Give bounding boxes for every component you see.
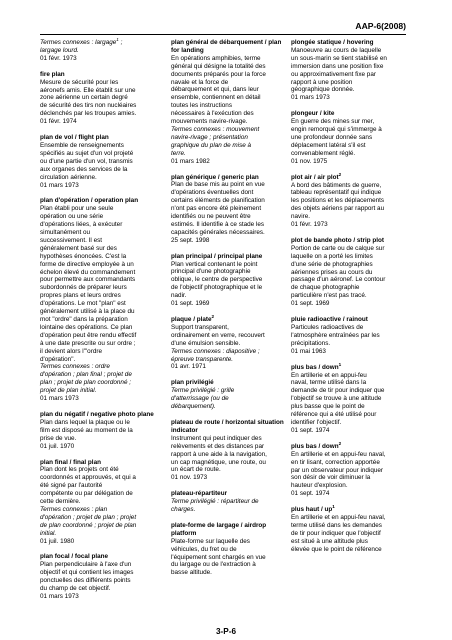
entry-line: l'objectif se trouve à une altitude xyxy=(291,395,382,403)
entry-term: plan de vol / flight plan xyxy=(40,134,109,142)
entry-term: plan du négatif / negative photo plane xyxy=(40,410,154,418)
entry-line: pour permettre aux commandants xyxy=(40,276,136,284)
entry-line: En opérations amphibies, terme xyxy=(171,54,261,62)
entry-line: capacités générales nécessaires. xyxy=(171,228,265,236)
entry-line: zone aérienne un certain degré xyxy=(40,94,128,102)
entry-term: plan générique / generic plan xyxy=(171,173,259,181)
entry-line: de l'objectif photographique et le xyxy=(171,284,263,292)
entry-line: forme de directive employée à un xyxy=(40,260,134,268)
entry-line: terre. xyxy=(171,149,186,157)
entry-line: estimés. Il identifie à ce stade les xyxy=(171,220,265,228)
entry-line: généralement utilisé à la place du xyxy=(40,308,135,316)
entry-line: 01 nov. 1973 xyxy=(171,474,208,482)
glossary-entry xyxy=(291,316,411,356)
entry-term: fire plan xyxy=(40,70,65,78)
term-superscript: 2 xyxy=(338,171,342,177)
entry-line: toutes les instructions xyxy=(171,102,232,110)
entry-line: plan ; projet de plan coordonné ; xyxy=(40,379,131,387)
entry-term: plan focal / focal plane xyxy=(40,553,109,561)
entry-line: d'atterrissage (ou de xyxy=(171,395,229,403)
entry-line: prise de vue. xyxy=(40,434,77,442)
entry-line: A bord des bâtiments de guerre, xyxy=(291,181,382,189)
entry-line: d'opérations. Le mot "plan" est xyxy=(40,300,126,308)
entry-line: laquelle on a porté les limites xyxy=(291,252,373,260)
header-rule xyxy=(40,34,406,35)
entry-line: d'opérations éventuelles dont xyxy=(171,189,254,197)
entry-line: d'une série de photographies xyxy=(291,260,373,268)
entry-line: certains éléments de planification xyxy=(171,197,265,205)
entry-line: Termes connexes : ordre xyxy=(40,363,110,371)
entry-line: par un observateur pour indiquer xyxy=(291,466,384,474)
entry-line: de sécurité des tirs non nucléaires xyxy=(40,102,137,110)
glossary-entry xyxy=(40,411,160,451)
entry-line: un sous-marin se tient stabilisé en xyxy=(291,54,387,62)
entry-line: plus basse que le point de xyxy=(291,403,365,411)
entry-line: ponctuelles des différents points xyxy=(40,577,131,585)
entry-term: plot de bande photo / strip plot xyxy=(291,236,385,244)
glossary-entry xyxy=(40,134,160,189)
entry-line: 01 sept. 1974 xyxy=(291,426,330,434)
entry-line: lointaine des opérations. Ce plan xyxy=(40,323,133,331)
entry-line: déplacement latéral s'il est xyxy=(291,141,366,149)
glossary-entry xyxy=(291,440,411,498)
entry-line: il devient alors l'"ordre xyxy=(40,347,102,355)
glossary-entry xyxy=(40,71,160,126)
entry-line: navire. xyxy=(291,213,311,221)
entry-line: 01 févr. 1973 xyxy=(40,54,77,62)
entry-line: rapport à une position xyxy=(291,78,353,86)
entry-line: nécessaires à l'exécution des xyxy=(171,110,254,118)
entry-line: du largage ou de l'extraction à xyxy=(171,561,256,569)
glossary-entry xyxy=(291,39,411,102)
entry-term: plus bas / down$^2$ xyxy=(291,440,342,450)
term-superscript: 1 xyxy=(332,504,335,510)
entry-line: Termes connexes : plan xyxy=(40,505,108,513)
entry-line: aux organes des services de la xyxy=(40,165,128,173)
entry-term: plongeur / kite xyxy=(291,110,335,118)
glossary-entry xyxy=(171,379,291,411)
entry-line: Plan vertical contenant le point xyxy=(171,260,258,268)
entry-line: 01 nov. 1975 xyxy=(291,157,328,165)
entry-line: Plan établi pour une seule xyxy=(40,205,114,213)
entry-line: simultanément ou xyxy=(40,229,91,237)
entry-line: Manoeuvre au cours de laquelle xyxy=(291,46,382,54)
entry-line: principal d'une photographie xyxy=(171,268,251,276)
entry-line: ou d'une partie d'un vol, transmis xyxy=(40,157,133,165)
glossary-entry xyxy=(291,110,411,165)
entry-line: aéronefs amis. Elle établit sur une xyxy=(40,86,136,94)
entry-line: charges. xyxy=(171,506,196,514)
entry-line: 01 mars 1982 xyxy=(171,157,210,165)
entry-line: 01 juil. 1980 xyxy=(40,537,75,545)
entry-line: 01 mars 1973 xyxy=(40,395,79,403)
entry-line: référence qui a été utilisé pour xyxy=(291,411,377,419)
entry-line: des objets aériens par rapport au xyxy=(291,205,385,213)
entry-line: échelon élevé du commandement xyxy=(40,268,136,276)
entry-line: d'opération ; plan final ; projet de xyxy=(40,371,132,379)
entry-line: Terme privilégié : répartiteur de xyxy=(171,498,259,506)
entry-line: géographique donnée. xyxy=(291,86,355,94)
entry-line: terme utilisé dans les demandes xyxy=(291,521,382,529)
entry-line: oblique, le centre de perspective xyxy=(171,276,263,284)
entry-line: d'opération peut être rendu effectif xyxy=(40,331,137,339)
glossary-entry xyxy=(171,522,291,577)
entry-term: plate-forme de largage / airdrop platform xyxy=(171,521,267,537)
entry-line: mot "ordre" dans la préparation xyxy=(40,316,128,323)
entry-line: à une date prescrite ou sur ordre ; xyxy=(40,339,136,347)
entry-line: son désir de voir diminuer la xyxy=(291,474,371,482)
glossary-entry xyxy=(171,253,291,308)
entry-line: nadir. xyxy=(171,292,187,300)
entry-term: pluie radioactive / rainout xyxy=(291,316,368,324)
entry-line: film est disposé au moment de la xyxy=(40,426,133,434)
entry-line: 01 mars 1973 xyxy=(40,593,79,600)
entry-line: de chaque photographie xyxy=(291,284,360,292)
entry-term: plongée statique / hovering xyxy=(291,39,374,46)
entry-line: une profondeur donnée sans xyxy=(291,133,373,141)
entry-line: 01 sept. 1969 xyxy=(291,300,330,308)
entry-line: général qui désigne la totalité des xyxy=(171,62,266,70)
entry-term: plan principal / principal plane xyxy=(171,252,263,260)
entry-line: subordonnés de préparer leurs xyxy=(40,284,127,292)
column-2 xyxy=(171,39,291,585)
glossary-entry xyxy=(40,36,160,63)
entry-line: de plan coordonné ; projet de plan xyxy=(40,521,137,529)
entry-term: plus haut / $up^1$ xyxy=(291,504,335,514)
entry-line: rapport à une aide à la navigation, xyxy=(171,450,267,458)
entry-line: aériennes prises au cours du xyxy=(291,268,373,276)
entry-line: En guerre des mines sur mer, xyxy=(291,118,375,126)
glossary-entry xyxy=(171,490,291,514)
entry-line: Plan de base mis au point en vue xyxy=(171,181,265,189)
entry-line: identifiés ou ne peuvent être xyxy=(171,213,251,221)
entry-line: déclenchés par les troupes amies. xyxy=(40,110,137,118)
entry-line: Plan dont les projets ont été xyxy=(40,466,119,474)
entry-line: graphique du plan de mise à xyxy=(171,141,252,149)
entry-line: Ensemble de renseignements xyxy=(40,141,124,149)
entry-line: véhicules, du fret ou de xyxy=(171,545,237,553)
entry-line: objectif et qui contient les images xyxy=(40,569,134,577)
entry-term: plaque / plate$^2$ xyxy=(171,313,215,323)
entry-line: basse altitude. xyxy=(171,569,212,577)
entry-line: 01 juil. 1970 xyxy=(40,442,75,450)
entry-line: opération ou une série xyxy=(40,213,104,221)
term-superscript: 2 xyxy=(338,440,342,446)
entry-line: passage d'un aéronef. Le contour xyxy=(291,276,386,284)
entry-line: largage lourd. xyxy=(40,46,79,54)
entry-line: cette dernière. xyxy=(40,498,81,506)
entry-line: de tir pour indiquer que l'objectif xyxy=(291,529,381,537)
entry-line: Particules radioactives de xyxy=(291,324,364,331)
entry-line: Portion de carte ou de calque sur xyxy=(291,244,385,252)
entry-term: plan privilégié xyxy=(171,379,214,387)
entry-line: en tir lisant, correction apportée xyxy=(291,458,380,466)
document-code: AAP-6(2008) xyxy=(355,21,406,31)
entry-line: Mesure de sécurité pour les xyxy=(40,78,119,86)
entry-term: plus bas / down$^1$ xyxy=(291,361,342,371)
column-1 xyxy=(40,36,160,609)
entry-line: 01 mars 1973 xyxy=(40,181,79,189)
term-superscript: 2 xyxy=(211,313,215,319)
entry-line: Support transparent, xyxy=(171,323,229,331)
entry-line: 01 sept. 1969 xyxy=(171,300,210,308)
glossary-entry xyxy=(291,506,411,553)
entry-line: Plate-forme sur laquelle des xyxy=(171,537,250,545)
entry-line: coordonnés et approuvés, et qui a xyxy=(40,474,136,482)
entry-line: naval, terme utilisé dans la xyxy=(291,379,367,387)
entry-line: généralement basé sur des xyxy=(40,244,117,252)
entry-line: ensemble, contiennent en détail xyxy=(171,94,261,102)
entry-line: n'ont pas encore été pleinement xyxy=(171,205,262,213)
entry-line: initial. xyxy=(40,529,57,537)
entry-line: un cap magnétique, une route, ou xyxy=(171,458,266,466)
entry-line: propres plans et leurs ordres xyxy=(40,292,121,300)
entry-line: mouvements navire-rivage. xyxy=(171,118,248,126)
entry-term: plan général de débarquement / plan for landing xyxy=(171,39,282,54)
entry-line: identifier l'objectif. xyxy=(291,418,342,426)
entry-line: En artillerie et en appui-feu naval, xyxy=(291,450,386,458)
entry-term: plan d'opération / operation plan xyxy=(40,197,139,205)
entry-line: En artillerie et en appui-feu naval, xyxy=(291,514,386,522)
entry-line: d'opérations liées, à exécuter xyxy=(40,221,123,229)
entry-line: les positions et les déplacements xyxy=(291,197,385,205)
glossary-entry xyxy=(40,197,160,403)
page-number: 3-P-6 xyxy=(215,627,237,636)
entry-line: l'atmosphère entraînées par les xyxy=(291,331,380,339)
entry-line: débarquement). xyxy=(171,403,216,411)
entry-line: précipitations. xyxy=(291,339,331,347)
entry-line: été signé par l'autorité xyxy=(40,482,103,490)
entry-line: 01 févr. 1973 xyxy=(291,221,328,229)
entry-line: 25 sept. 1998 xyxy=(171,236,210,244)
entry-line: d'opération". xyxy=(40,355,76,363)
entry-line: ou approximativement fixe par xyxy=(291,70,376,78)
glossary-entry xyxy=(171,419,291,482)
glossary-entry xyxy=(40,459,160,546)
entry-line: d'une émulsion sensible. xyxy=(171,339,241,347)
glossary-entry xyxy=(291,171,411,229)
entry-line: Plan dans lequel la plaque ou le xyxy=(40,418,130,426)
entry-line: immersion dans une position fixe xyxy=(291,62,384,70)
entry-line: l'équipement sont chargés en vue xyxy=(171,553,266,561)
entry-term: plan final / final plan xyxy=(40,458,101,466)
entry-line: navale et la force de xyxy=(171,78,229,86)
entry-line: Termes connexes : mouvement xyxy=(171,125,260,133)
entry-line: du champ de cet objectif. xyxy=(40,585,111,593)
entry-line: En artillerie et en appui-feu xyxy=(291,371,367,379)
entry-line: 01 avr. 1971 xyxy=(171,363,206,371)
entry-line: épreuve transparente. xyxy=(171,355,234,363)
entry-line: successivement. Il est xyxy=(40,236,103,244)
entry-line: hauteur d'explosion. xyxy=(291,482,348,490)
entry-line: débarquement et qui, dans leur xyxy=(171,86,259,94)
entry-line: élevée que le point de référence xyxy=(291,545,382,553)
glossary-entry xyxy=(291,237,411,308)
glossary-entry xyxy=(291,361,411,435)
entry-line: ordinairement en verre, recouvert xyxy=(171,331,265,339)
column-3 xyxy=(291,39,411,562)
entry-line: compétente ou par délégation de xyxy=(40,490,133,498)
entry-line: engin remorqué qui s'immerge à xyxy=(291,126,382,134)
entry-line: Instrument qui peut indiquer des xyxy=(171,434,262,442)
entry-line: Termes connexes : diapositive ; xyxy=(171,347,260,355)
entry-line: circulation aérienne. xyxy=(40,173,97,181)
entry-line: d'opération ; projet de plan ; projet xyxy=(40,513,137,521)
entry-line: projet de plan initial. xyxy=(40,387,97,395)
line-superscript: 1 xyxy=(116,36,119,42)
entry-line: Plan perpendiculaire à l'axe d'un xyxy=(40,561,132,569)
entry-line: 01 mai 1963 xyxy=(291,347,326,355)
entry-line: 01 févr. 1974 xyxy=(40,118,77,126)
entry-line: relèvements et des distances par xyxy=(171,442,265,450)
term-superscript: 1 xyxy=(338,361,342,367)
glossary-entry xyxy=(171,39,291,166)
entry-line: Terme privilégié : grille xyxy=(171,387,235,395)
entry-line: spécifiés au sujet d'un vol projeté xyxy=(40,149,134,157)
entry-line: particulière n'est pas tracé. xyxy=(291,292,367,300)
entry-line: 01 sept. 1974 xyxy=(291,490,330,498)
entry-line: hypothèses énoncées. C'est la xyxy=(40,252,127,260)
glossary-entry xyxy=(40,553,160,600)
entry-term: plateau-répartiteur xyxy=(171,490,228,498)
entry-line: convenablement réglé. xyxy=(291,149,356,157)
glossary-entry xyxy=(171,313,291,371)
entry-line: documents préparés pour la force xyxy=(171,70,266,78)
entry-line: un écart de route. xyxy=(171,466,221,474)
glossary-entry xyxy=(171,174,291,245)
entry-term: plateau de route / horizontal situation indicator xyxy=(171,418,284,434)
entry-line: navire-rivage ; présentation xyxy=(171,133,248,141)
entry-line: demande de tir pour indiquer que xyxy=(291,387,385,395)
entry-line: est situé à une altitude plus xyxy=(291,537,368,545)
entry-term: plot air / air plot$^2$ xyxy=(291,171,342,181)
entry-line: tableau représentatif qui indique xyxy=(291,189,382,197)
entry-line: 01 mars 1973 xyxy=(291,94,330,102)
entry-line: Termes connexes : largage$^1$ ; xyxy=(40,36,123,46)
